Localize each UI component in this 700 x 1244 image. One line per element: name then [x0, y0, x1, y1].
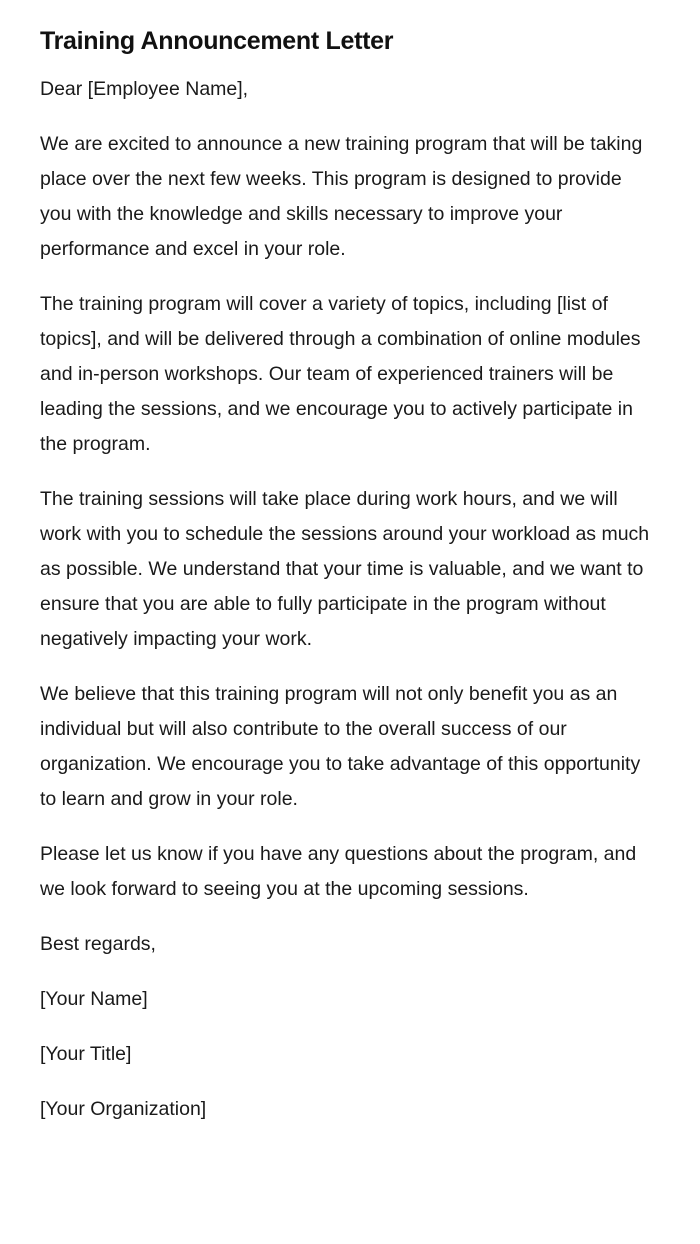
signature-name: [Your Name] [40, 988, 148, 1010]
letter-document [40, 24, 650, 1147]
body-paragraph-4: We believe that this training program will not only benefit you as an individual but will also contribute to the overall success of our organization. We encourage you to take advantage of this opportunity to learn and grow in your role. [40, 683, 641, 810]
body-paragraph-2: The training program will cover a variety of topics, including [list of topics], and will be delivered through a combination of online modules and in-person workshops. Our team of experienced trainers will be leading the sessions, and we encourage you to actively participate in the program. [40, 293, 641, 455]
signature-title: [Your Title] [40, 1043, 132, 1065]
closing: Best regards, [40, 933, 156, 955]
salutation: Dear [Employee Name], [40, 78, 249, 100]
body-paragraph-5: Please let us know if you have any questions about the program, and we look forward to seeing you at the upcoming sessions. [40, 843, 637, 900]
body-paragraph-1: We are excited to announce a new training program that will be taking place over the next few weeks. This program is designed to provide you with the knowledge and skills necessary to improve your performance and excel in your role. [40, 133, 643, 260]
signature-organization: [Your Organization] [40, 1098, 207, 1120]
body-paragraph-3: The training sessions will take place during work hours, and we will work with you to schedule the sessions around your workload as much as possible. We understand that your time is valuable, and we want to ensure that you are able to fully participate in the program without negatively impacting your work. [40, 488, 650, 650]
letter-title: Training Announcement Letter [40, 27, 394, 55]
